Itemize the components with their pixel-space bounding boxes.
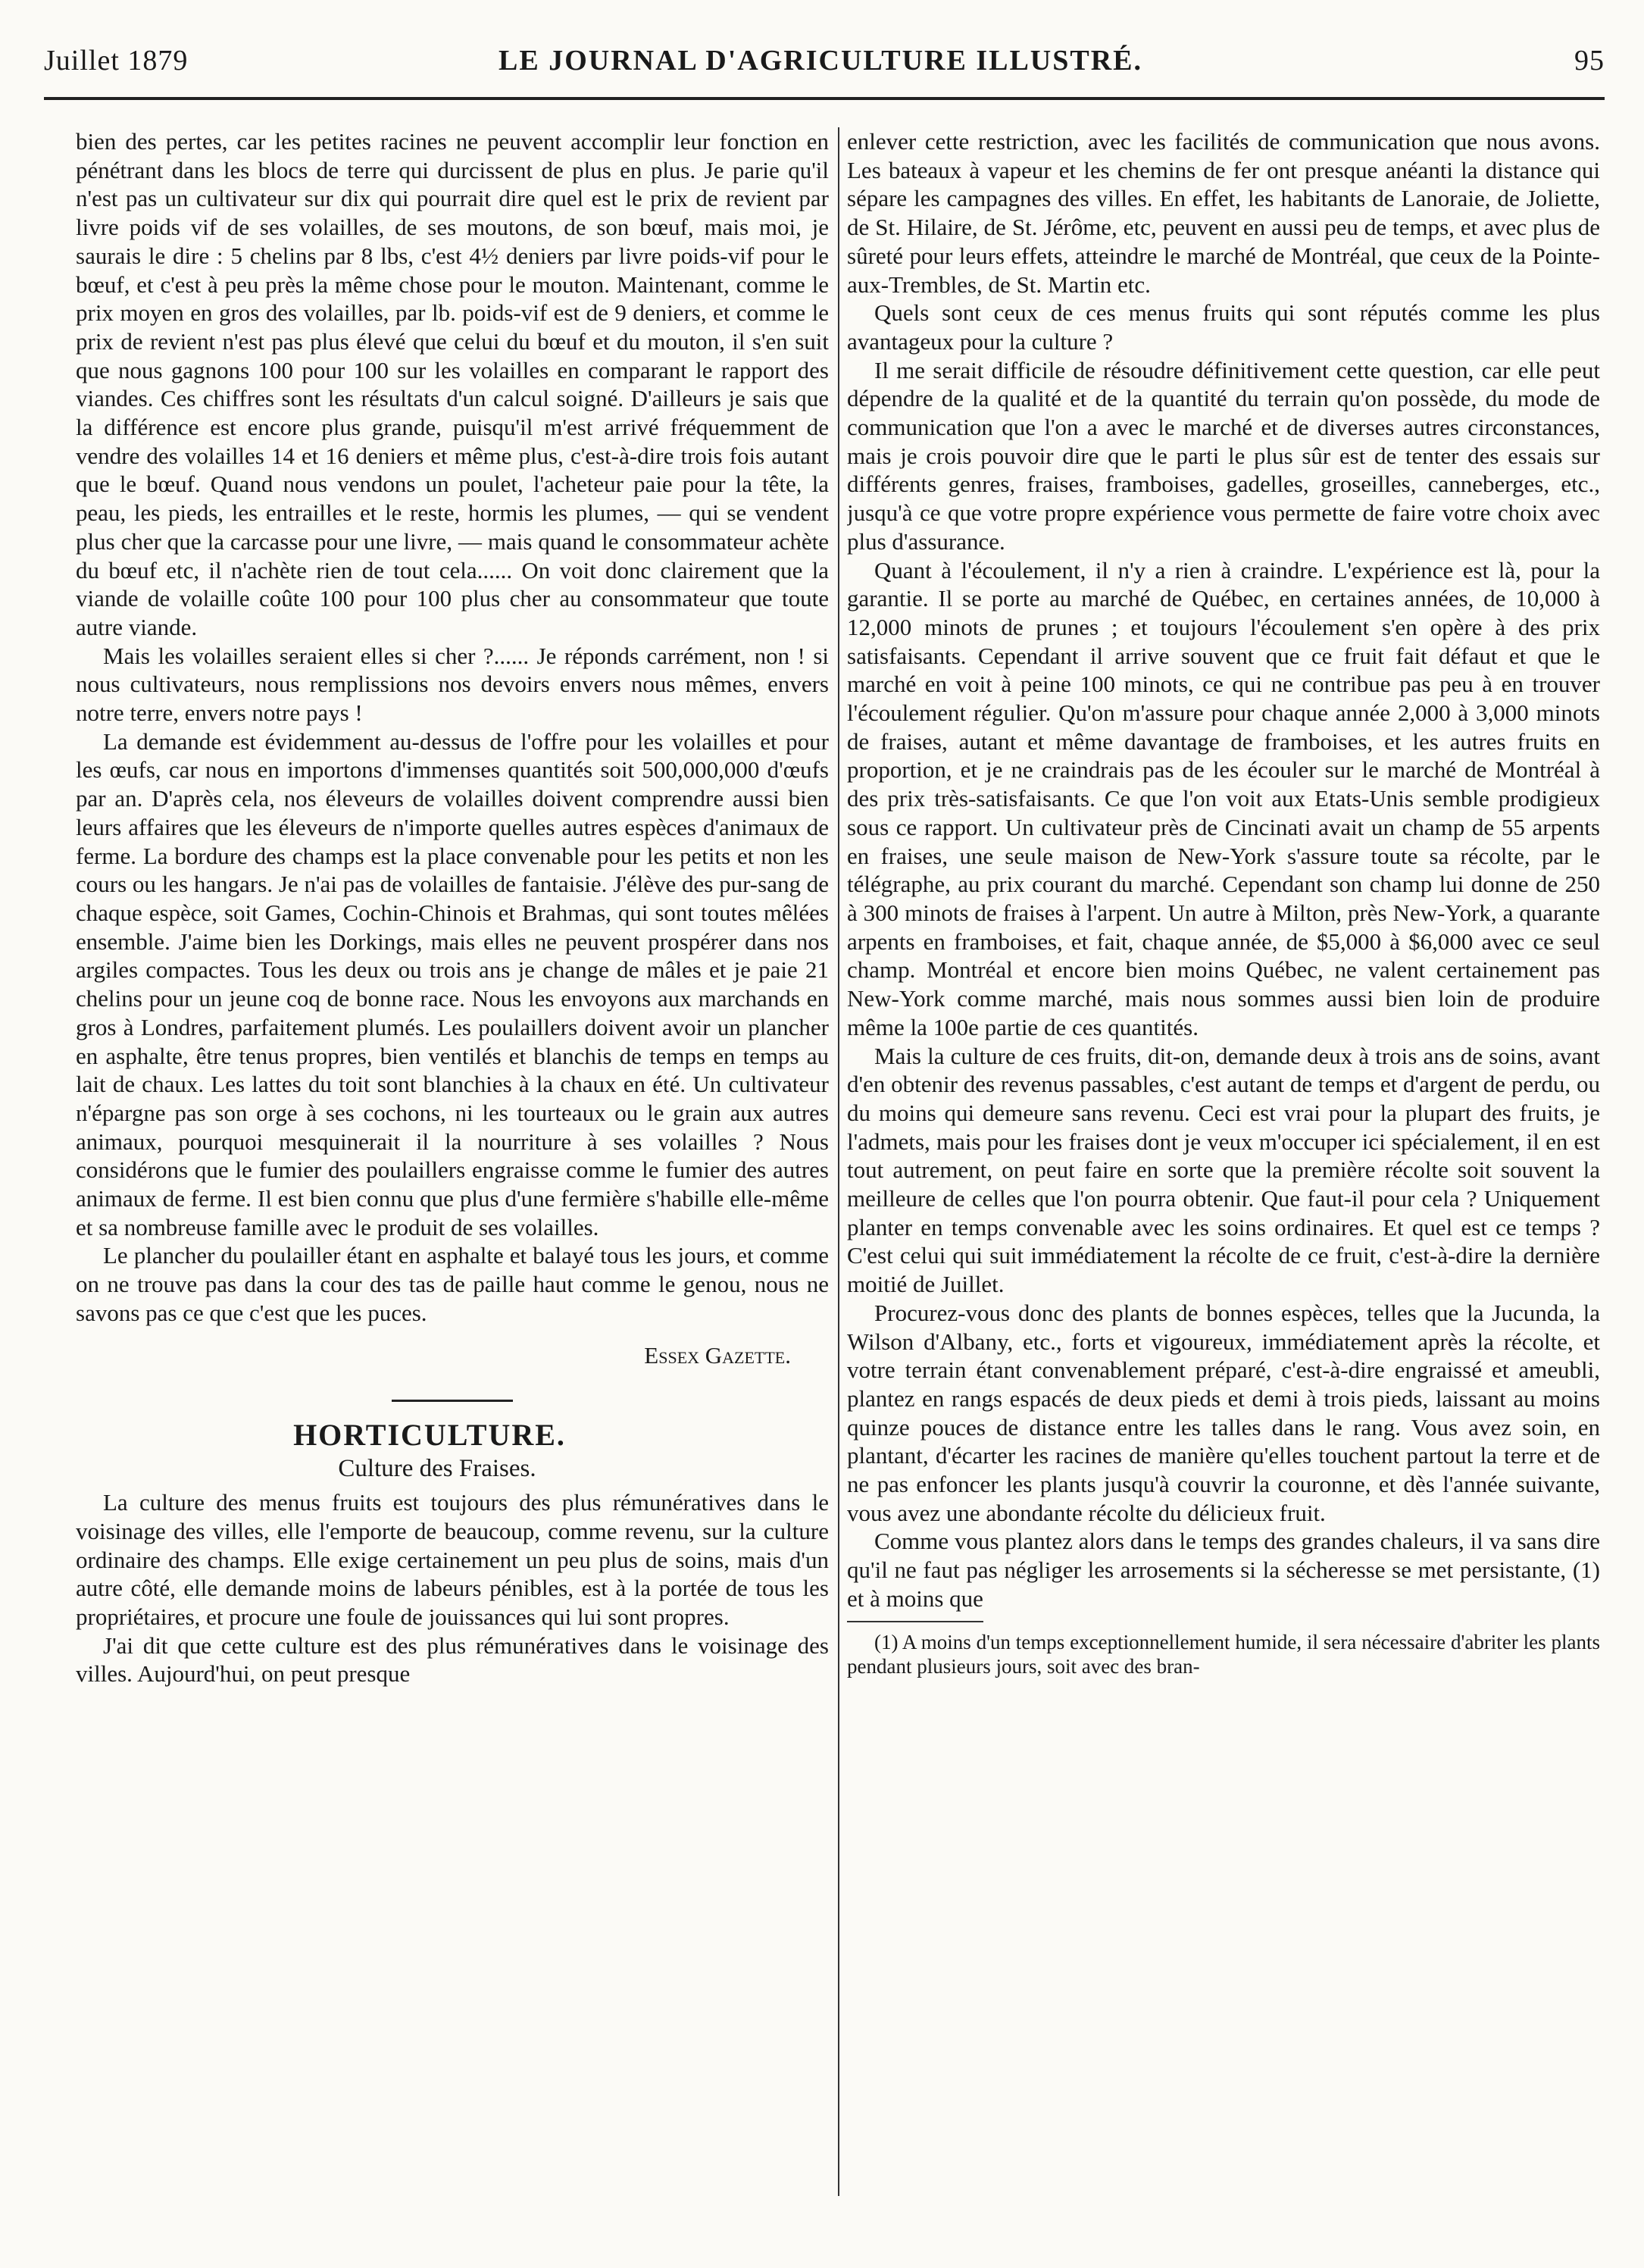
paragraph: enlever cette restriction, avec les facilités de communication que nous avons. Les bateaux à vapeur et les chemins de fer ont presque anéanti la distance qui sépare les campagnes des villes. En effet, les habitants de Lanoraie, de Joliette, de St. Hilaire, de St. Jérôme, etc, peuvent en aussi peu de temps, et avec plus de sûreté pour leurs effets, atteindre le marché de Montréal, que ceux de la Pointe-aux-Trembles, de St. Martin etc. (847, 128, 1600, 298)
right-column (847, 127, 1600, 2219)
page-header (44, 44, 1605, 97)
section-subtitle: Culture des Fraises. (338, 1455, 536, 1483)
header-rule (44, 97, 1605, 100)
article-signature: Essex Gazette. (644, 1341, 791, 1369)
paragraph: La demande est évidemment au-dessus de l'offre pour les volailles et pour les œufs, car nous en importons d'immenses quantités soit 500,000,000 d'œufs par an. D'après cela, nos éleveurs de volailles doivent comprendre aussi bien leurs affaires que les éleveurs de n'importe quelles autres espèces d'animaux de ferme. La bordure des champs est la place convenable pour les petits et non les cours ou les hangars. Je n'ai pas de volailles de fantaisie. J'élève des pur-sang de chaque espèce, soit Games, Cochin-Chinois et Brahmas, qui sont toutes mêlées ensemble. J'aime bien les Dorkings, mais elles ne peuvent prospérer dans nos argiles compactes. Tous les deux ou trois ans je change de mâles et je paie 21 chelins pour un jeune coq de bonne race. Nous les envoyons aux marchands en gros à Londres, parfaitement plumés. Les poulaillers doivent avoir un plancher en asphalte, être tenus propres, bien ventilés et blanchis de temps en temps au lait de chaux. Les lattes du toit sont blanchies à la chaux en été. Un cultivateur n'épargne pas son orge à ses cochons, ni les tourteaux ou le grain aux autres animaux, pourquoi mesquinerait il la nourriture à ses volailles ? Nous considérons que le fumier des poulaillers engraisse comme le fumier des autres animaux de ferme. Il est bien connu que plus d'une fermière s'habille elle-même et sa nombreuse famille avec le produit de ses volailles. (76, 727, 829, 1240)
left-column (76, 127, 829, 2219)
paragraph: Il me serait difficile de résoudre définitivement cette question, car elle peut dépendre de la qualité et de la quantité du terrain qu'on possède, du mode de communication que l'on a avec le marché et de diverses autres circonstances, mais je crois pouvoir dire que le parti le plus sûr est de tenter des essais sur différents genres, fraises, framboises, gadelles, groseilles, canneberges, etc., jusqu'à ce que votre propre expérience vous permette de faire votre choix avec plus d'assurance. (847, 356, 1600, 555)
paragraph: La culture des menus fruits est toujours des plus rémunératives dans le voisinage des villes, elle l'emporte de beaucoup, comme revenu, sur la culture ordinaire des champs. Elle exige certainement un peu plus de soins, mais d'un autre côté, elle demande moins de labeurs pénibles, est à la portée de tous les propriétaires, et procure une foule de jouissances qui lui sont propres. (76, 1489, 829, 1631)
paragraph: Quant à l'écoulement, il n'y a rien à craindre. L'expérience est là, pour la garantie. Il se porte au marché de Québec, en certaines années, de 10,000 à 12,000 minots de prunes ; et toujours l'écoulement s'en opère à des prix satisfaisants. Cependant il arrive souvent que ce fruit fait défaut et que le marché en voit à peine 100 minots, ce qui ne contribue pas peu à en trouver l'écoulement régulier. Qu'on m'assure pour chaque année 2,000 à 3,000 minots de fraises, autant et même davantage de framboises, et les autres fruits en proportion, et je ne craindrais pas de les écouler sur le marché de Montréal à des prix très-satisfaisants. Ce que l'on voit aux Etats-Unis semble prodigieux sous ce rapport. Un cultivateur près de Cincinati avait un champ de 55 arpents en fraises, une seule maison de New-York s'assure toute sa récolte, par le télégraphe, au prix courant du marché. Cependant son champ lui donne de 250 à 300 minots de fraises à l'arpent. Un autre à Milton, près New-York, a quarante arpents en framboises, et fait, chaque année, de $5,000 à $6,000 avec ce seul champ. Montréal et encore bien moins Québec, ne valent certainement pas New-York comme marché, mais nous sommes aussi bien loin de produire même la 100e partie de ces quantités. (847, 556, 1600, 1040)
section-divider (392, 1400, 513, 1402)
paragraph: Mais les volailles seraient elles si cher ?...... Je réponds carrément, non ! si nous cultivateurs, nous remplissions nos devoirs envers nous mêmes, envers notre terre, envers notre pays ! (76, 642, 829, 727)
footnote-rule (847, 1621, 983, 1622)
paragraph: Comme vous plantez alors dans le temps des grandes chaleurs, il va sans dire qu'il ne faut pas négliger les arrosements si la sécheresse se met persistante, (1) et à moins que (847, 1528, 1600, 1612)
header-date: Juillet 1879 (44, 45, 189, 77)
header-page-number: 95 (1574, 45, 1605, 77)
column-divider (838, 127, 839, 2196)
paragraph: Le plancher du poulailler étant en asphalte et balayé tous les jours, et comme on ne trouve pas dans la cour des tas de paille haut comme le genou, nous ne savons pas ce que c'est que les puces. (76, 1242, 829, 1326)
section-title: HORTICULTURE. (293, 1418, 566, 1453)
paragraph: Mais la culture de ces fruits, dit-on, demande deux à trois ans de soins, avant d'en obtenir des revenus passables, c'est autant de temps et d'argent de perdu, ou du moins qui demeure sans revenu. Ceci est vrai pour la plupart des fruits, je l'admets, mais pour les fraises dont je veux m'occuper ici spécialement, il en est tout autrement, on peut faire en sorte que la première récolte soit souvent la meilleure de celles que l'on pourra obtenir. Que faut-il pour cela ? Uniquement planter en temps convenable avec les soins ordinaires. Et quel est ce temps ? C'est celui qui suit immédiatement la récolte de ce fruit, c'est-à-dire la dernière moitié de Juillet. (847, 1042, 1600, 1298)
paragraph: Quels sont ceux de ces menus fruits qui sont réputés comme les plus avantageux pour la culture ? (847, 299, 1600, 355)
paragraph: bien des pertes, car les petites racines ne peuvent accomplir leur fonction en pénétrant dans les blocs de terre qui durcissent de plus en plus. Je parie qu'il n'est pas un cultivateur sur dix qui pourrait dire quel est le prix de revient par livre poids vif de ses volailles, de ses moutons, de son bœuf, mais moi, je saurais le dire : 5 chelins par 8 lbs, c'est 4½ deniers par livre poids-vif pour le bœuf, et c'est à peu près la même chose pour le mouton. Maintenant, comme le prix moyen en gros des volailles, par lb. poids-vif est de 9 deniers, et comme le prix de revient n'est pas plus élevé que celui du bœuf et du mouton, il s'en suit que nous gagnons 100 pour 100 sur les volailles en comparant le rapport des viandes. Ces chiffres sont les résultats d'un calcul soigné. D'ailleurs je sais que la différence est encore plus grande, puisqu'il m'est arrivé fréquemment de vendre des volailles 14 et 16 deniers et même plus, c'est-à-dire trois fois autant que le bœuf. Quand nous vendons un poulet, l'acheteur paie pour la tête, la peau, les pieds, les entrailles et le reste, hormis les plumes, — qui se vendent plus cher que la carcasse pour une livre, — mais quand le consommateur achète du bœuf etc, il n'achète rien de tout cela...... On voit donc clairement que la viande de volaille coûte 100 pour 100 plus cher au consommateur que toute autre viande. (76, 128, 829, 640)
footnote: (1) A moins d'un temps exceptionnellement humide, il sera nécessaire d'abriter les plants pendant plusieurs jours, soit avec des bran- (847, 1630, 1600, 1678)
paragraph: J'ai dit que cette culture est des plus rémunératives dans le voisinage des villes. Aujourd'hui, on peut presque (76, 1631, 829, 1688)
paragraph: Procurez-vous donc des plants de bonnes espèces, telles que la Jucunda, la Wilson d'Albany, etc., forts et vigoureux, immédiatement après la récolte, et votre terrain étant convenablement préparé, c'est-à-dire engraissé et ameubli, plantez en rangs espacés de deux pieds et demi à trois pieds, laissant au moins quinze pouces de distance entre les talles dans le rang. Vous avez soin, en plantant, d'écarter les racines de manière qu'elles touchent partout la terre et de ne pas enfoncer les plants jusqu'à couvrir la couronne, et dès l'année suivante, vous avez une abondante récolte du délicieux fruit. (847, 1299, 1600, 1526)
header-title: LE JOURNAL D'AGRICULTURE ILLUSTRÉ. (499, 45, 1143, 77)
